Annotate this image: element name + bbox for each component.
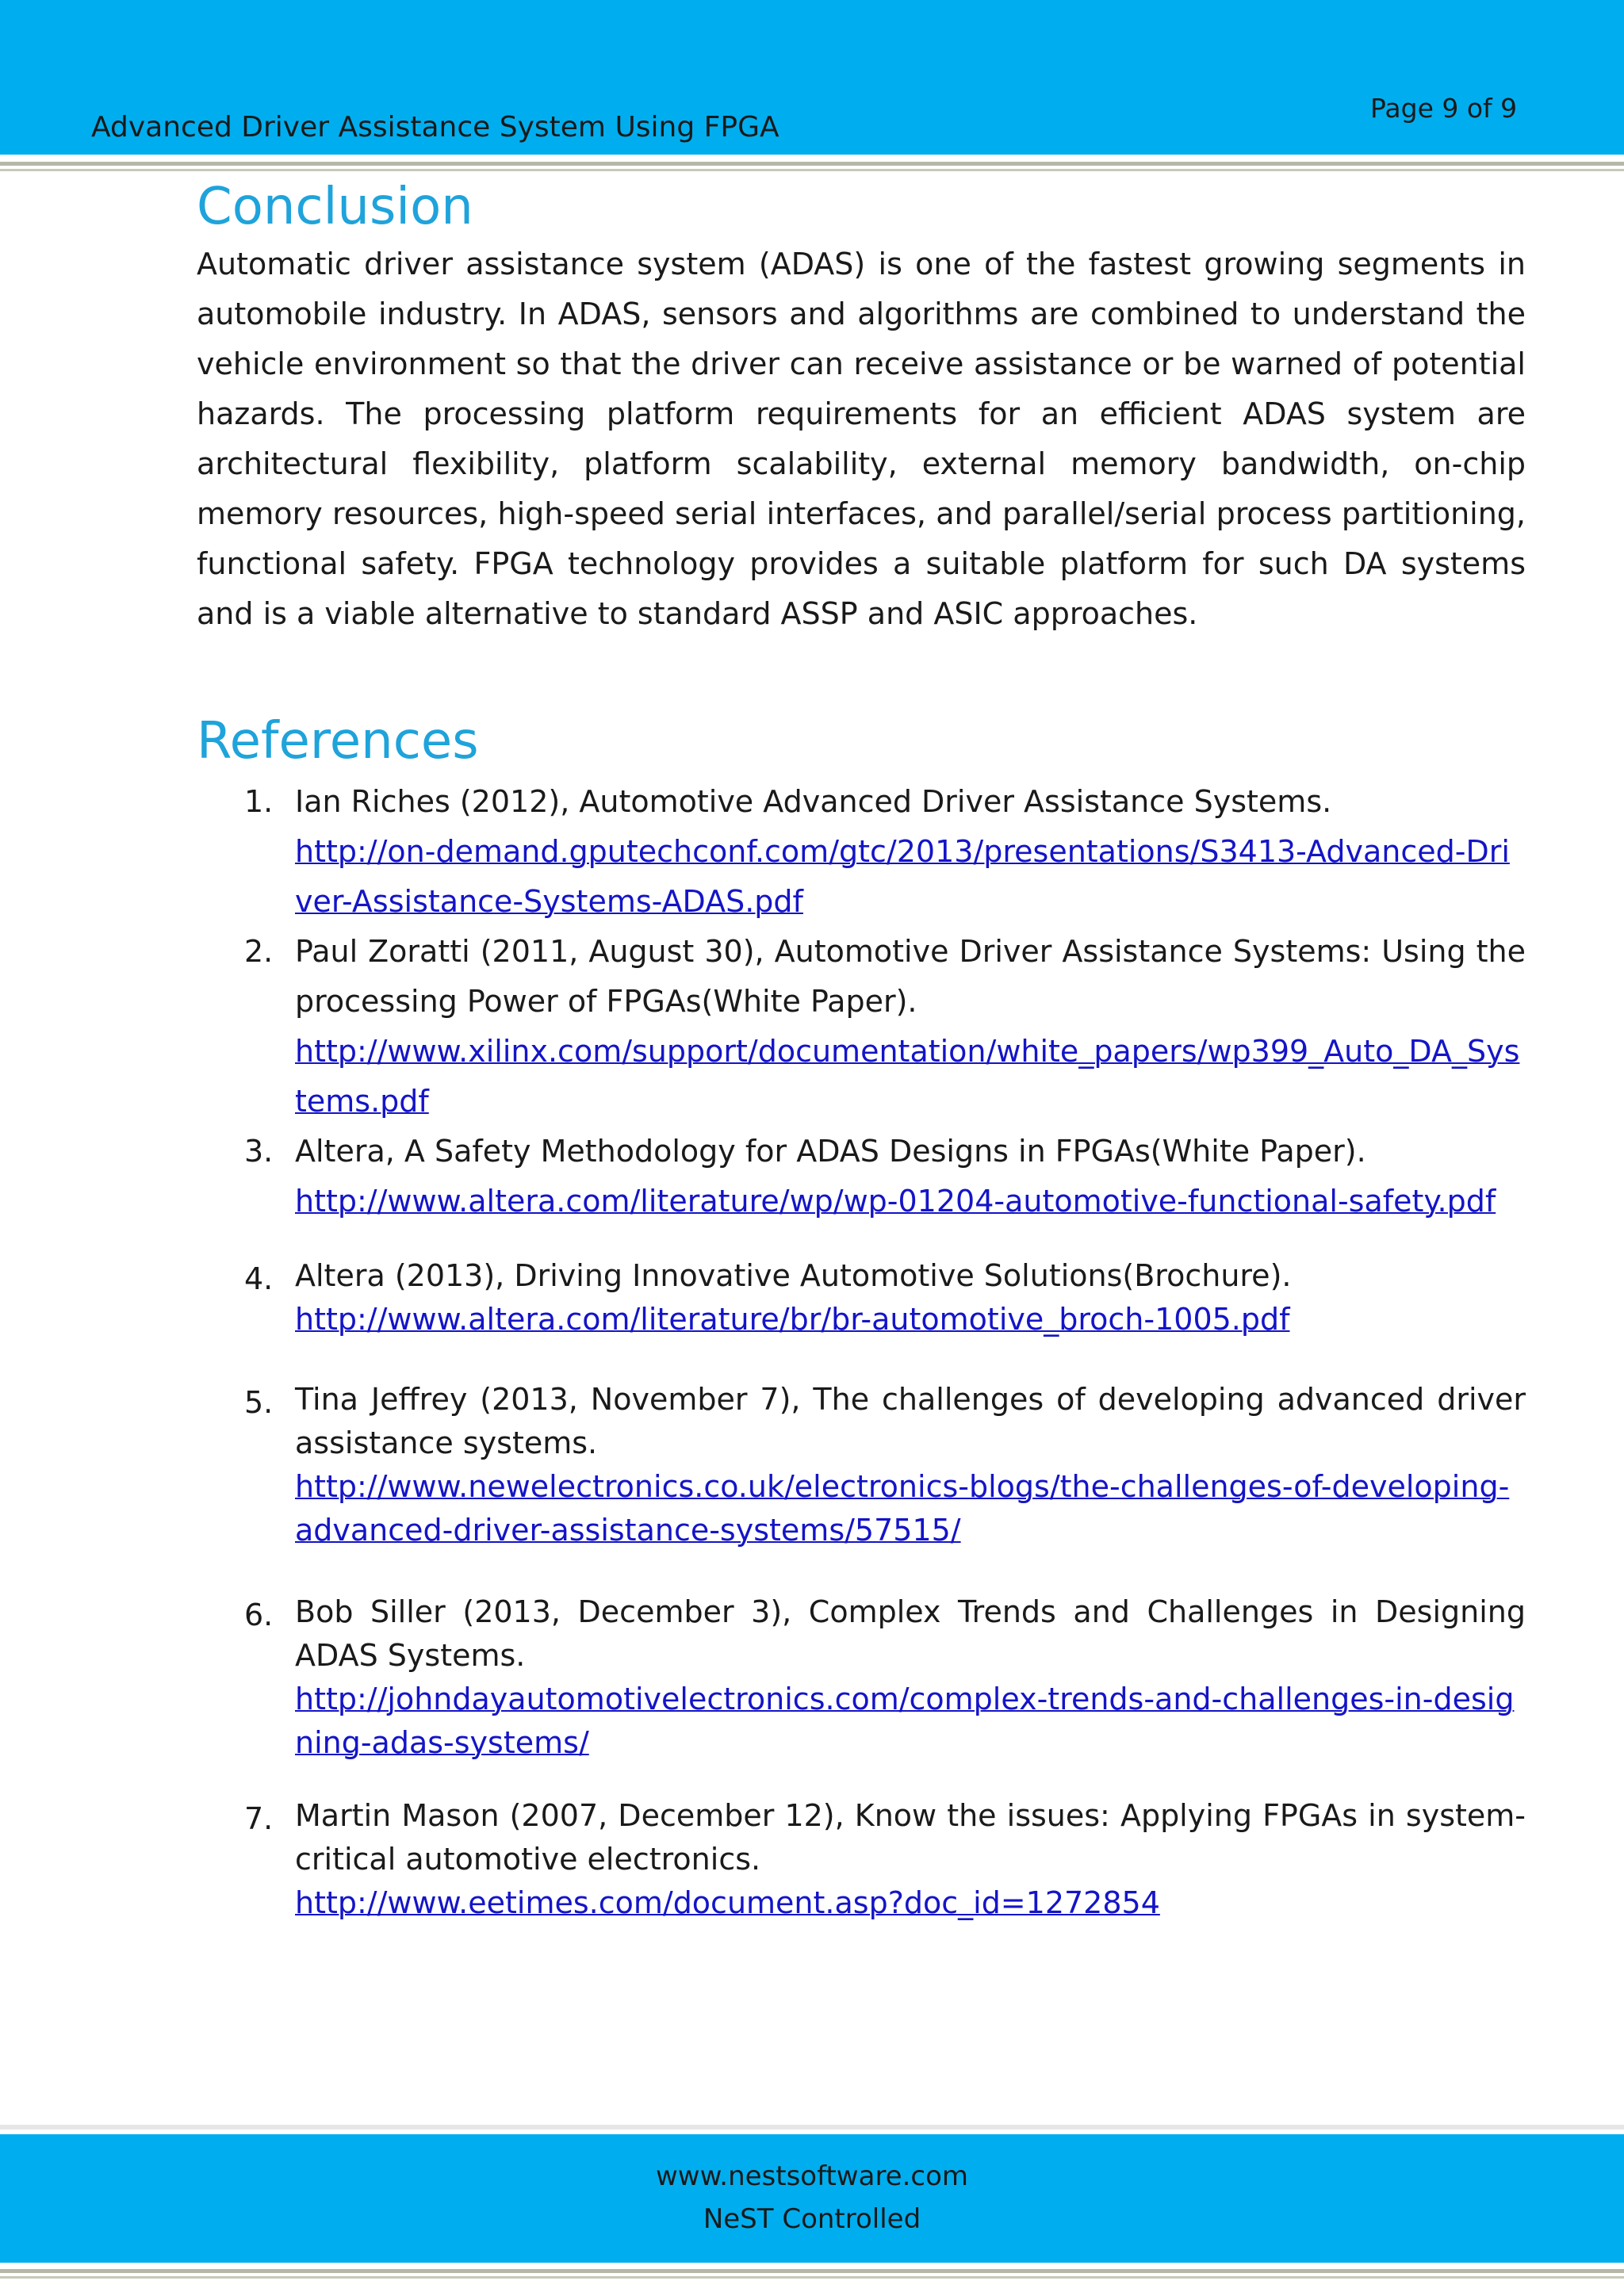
reference-number: 1. <box>244 784 274 819</box>
reference-text: Altera, A Safety Methodology for ADAS Designs in FPGAs(White Paper). <box>295 1134 1366 1169</box>
reference-number: 4. <box>244 1261 274 1296</box>
document-title: Advanced Driver Assistance System Using FPGA <box>91 111 779 144</box>
conclusion-heading: Conclusion <box>197 178 473 236</box>
reference-link[interactable]: http://www.xilinx.com/support/documentation/white_papers/wp399_Auto_DA_Systems.pdf <box>295 1034 1520 1119</box>
bottom-rule <box>0 2269 1624 2273</box>
footer-rule <box>0 2125 1624 2130</box>
reference-link[interactable]: http://www.altera.com/literature/wp/wp-01204-automotive-functional-safety.pdf <box>295 1184 1496 1219</box>
reference-text: Bob Siller (2013, December 3), Complex Trends and Challenges in Designing ADAS Systems. <box>295 1594 1526 1673</box>
reference-number: 7. <box>244 1801 274 1836</box>
header-rule-thin <box>0 169 1624 171</box>
reference-number: 3. <box>244 1134 274 1169</box>
reference-text: Ian Riches (2012), Automotive Advanced Driver Assistance Systems. <box>295 784 1332 819</box>
footer-website: www.nestsoftware.com <box>655 2160 969 2192</box>
footer-banner <box>0 2134 1624 2263</box>
references-heading: References <box>197 712 479 771</box>
reference-link[interactable]: http://www.eetimes.com/document.asp?doc_id=1272854 <box>295 1885 1160 1920</box>
reference-text: Martin Mason (2007, December 12), Know the issues: Applying FPGAs in system-critical automotive electronics. <box>295 1798 1526 1877</box>
reference-link[interactable]: http://www.newelectronics.co.uk/electronics-blogs/the-challenges-of-developing-advanced-driver-assistance-systems/57515/ <box>295 1469 1510 1548</box>
reference-text: Paul Zoratti (2011, August 30), Automotive Driver Assistance Systems: Using the processing Power of FPGAs(White Paper). <box>295 934 1526 1019</box>
page-number: Page 9 of 9 <box>1370 93 1518 124</box>
reference-number: 5. <box>244 1385 274 1420</box>
bottom-rule-thin <box>0 2276 1624 2279</box>
reference-text: Altera (2013), Driving Innovative Automotive Solutions(Brochure). <box>295 1258 1292 1293</box>
reference-number: 2. <box>244 934 274 969</box>
reference-link[interactable]: http://johndayautomotivelectronics.com/complex-trends-and-challenges-in-designing-adas-systems/ <box>295 1682 1515 1760</box>
footer-label: NeST Controlled <box>703 2203 921 2235</box>
reference-link[interactable]: http://www.altera.com/literature/br/br-automotive_broch-1005.pdf <box>295 1302 1290 1337</box>
conclusion-paragraph: Automatic driver assistance system (ADAS) is one of the fastest growing segments in automobile industry. In ADAS, sensors and algorithms are combined to understand the vehicle environment so that the driver can receive assistance or be warned of potential hazards. The processing platform requirements for an efficient ADAS system are architectural flexibility, platform scalability, external memory bandwidth, on-chip memory resources, high-speed serial interfaces, and parallel/serial process partitioning, functional safety. FPGA technology provides a suitable platform for such DA systems and is a viable alternative to standard ASSP and ASIC approaches. <box>197 247 1526 631</box>
reference-text: Tina Jeffrey (2013, November 7), The challenges of developing advanced driver assistance systems. <box>295 1382 1526 1460</box>
reference-number: 6. <box>244 1598 274 1632</box>
header-rule <box>0 162 1624 166</box>
reference-link[interactable]: http://on-demand.gputechconf.com/gtc/2013/presentations/S3413-Advanced-Driver-Assistance-Systems-ADAS.pdf <box>295 834 1510 919</box>
